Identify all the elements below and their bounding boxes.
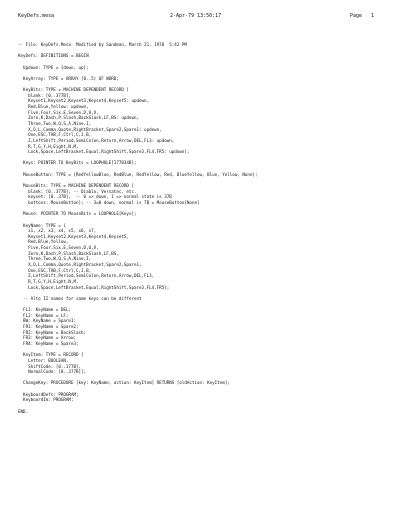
- source-line: blank: [0..377B],: [18, 92, 71, 98]
- source-line: Lock,Space,LeftBracket,Equal,RightShift,Spare3,FL4,FR5};: [18, 284, 170, 290]
- source-line: MouseBits: TYPE = MACHINE DEPENDENT RECORD [: [18, 183, 134, 189]
- source-line: X,O,L,Comma,Quote,RightBracket,Spare2,Spare1,: [18, 261, 142, 267]
- source-line: Zero,K,Dash,P,Slash,BackSlash,LF,BS,: [18, 250, 119, 256]
- source-line: R,T,G,Y,H,Eight,N,M,: [18, 143, 79, 149]
- source-line: One,ESC,TAB,F,Ctrl,C,J,B,: [18, 132, 92, 138]
- source-line: Keys: POINTER TO KeyBits = LOOPHOLE[177034B];: [18, 160, 137, 166]
- source-line: Three,Two,W,Q,S,A,Nine,I,: [18, 120, 92, 126]
- source-line: R,T,G,Y,H,Eight,N,M,: [18, 278, 79, 284]
- source-line: FR3: KeyName = Arrow;: [18, 335, 76, 341]
- source-line: Letter: BOOLEAN,: [18, 357, 69, 363]
- source-line: Three,Two,W,Q,S,A,Nine,I,: [18, 256, 92, 262]
- header-page-number: Page 1: [350, 13, 375, 19]
- source-listing: [18, 42, 388, 414]
- source-line: KeyBits: TYPE = MACHINE DEPENDENT RECORD [: [18, 87, 129, 93]
- source-line: Five,Four,Six,E,Seven,D,U,V,: [18, 245, 99, 251]
- source-line: KeyArray: TYPE = ARRAY [0..5) OF WORD;: [18, 75, 119, 81]
- source-line: KeyDefs: DEFINITIONS = BEGIN: [18, 53, 89, 59]
- source-line: keyset: [0..37B], -- 0 => down, 1 => normal state is 37B: [18, 194, 172, 200]
- source-line: Z,LeftShift,Period,SemiColon,Return,Arrow,DEL,FL3: updown,: [18, 137, 175, 143]
- source-line: FR2: KeyName = BackSlash;: [18, 329, 87, 335]
- source-line: blank: [0..377B], -- Diablo, Versatec, etc.: [18, 188, 137, 194]
- source-line: KeyName: TYPE = {: [18, 222, 66, 228]
- source-line: ChangeKey: PROCEDURE [key: KeyName, action: KeyItem] RETURNS [oldAction: KeyItem];: [18, 380, 230, 386]
- source-line: KeyboardDefs: PROGRAM;: [18, 391, 79, 397]
- source-line: FL1: KeyName = DEL;: [18, 307, 71, 313]
- source-line: Keyset1,Keyset2,Keyset3,Keyset4,Keyset5: updown,: [18, 98, 150, 104]
- source-line: -- Alto II names for same keys can be different: [18, 295, 142, 301]
- source-line: x1, x2, x3, x4, x5, x6, x7,: [18, 228, 97, 234]
- source-line: FR1: KeyName = Spare2;: [18, 324, 79, 330]
- source-line: Updown: TYPE = {down, up};: [18, 64, 89, 70]
- source-line: Zero,K,Dash,P,Slash,BackSlash,LF,BS: updown,: [18, 115, 140, 121]
- source-line: FR4: KeyName = Spare3;: [18, 340, 79, 346]
- source-line: Lock,Space,LeftBracket,Equal,RightShift,Spare3,FL4,FR5: updown];: [18, 149, 190, 155]
- source-line: Z,LeftShift,Period,SemiColon,Return,Arrow,DEL,FL3,: [18, 273, 155, 279]
- source-line: BW: KeyName = Spare1;: [18, 318, 76, 324]
- source-line: Red,Blue,Yellow,: [18, 239, 69, 245]
- source-line: One,ESC,TAB,F,Ctrl,C,J,B,: [18, 267, 92, 273]
- source-line: FL2: KeyName = LF;: [18, 312, 69, 318]
- source-line: ShiftCode: [0..177B],: [18, 363, 82, 369]
- source-line: -- File: KeyDefs.Mesa Modified by Sandman, March 21, 1978 5:42 PM: [18, 42, 187, 47]
- source-line: END.: [18, 408, 29, 414]
- source-line: KeyboardIm: PROGRAM;: [18, 397, 74, 403]
- source-line: Keyset1,Keyset2,Keyset3,Keyset4,Keyset5,: [18, 233, 129, 239]
- source-line: buttons: MouseButton]; -- 3=0 down, normal is 7B = MouseButton[None]: [18, 199, 200, 205]
- source-line: Mouse: POINTER TO MouseBits = LOOPHOLE[Keys];: [18, 211, 137, 217]
- source-line: KeyItem: TYPE = RECORD [: [18, 352, 84, 358]
- source-line: Red,Blue,Yellow: updown,: [18, 104, 89, 110]
- header-print-date: 2-Apr-79 13:50:17: [170, 13, 222, 19]
- source-line: X,O,L,Comma,Quote,RightBracket,Spare2,Spare1: updown,: [18, 126, 162, 132]
- source-line: MouseButton: TYPE = {RedYellowBlue, RedBlue, RedYellow, Red, BlueYellow, Blue, Yellow, None};: [18, 171, 258, 177]
- source-line: Five,Four,Six,E,Seven,D,U,V,: [18, 109, 99, 115]
- header-file-name: KeyDefs.mesa: [18, 13, 55, 19]
- source-line: NormalCode: [0..377B]];: [18, 369, 87, 375]
